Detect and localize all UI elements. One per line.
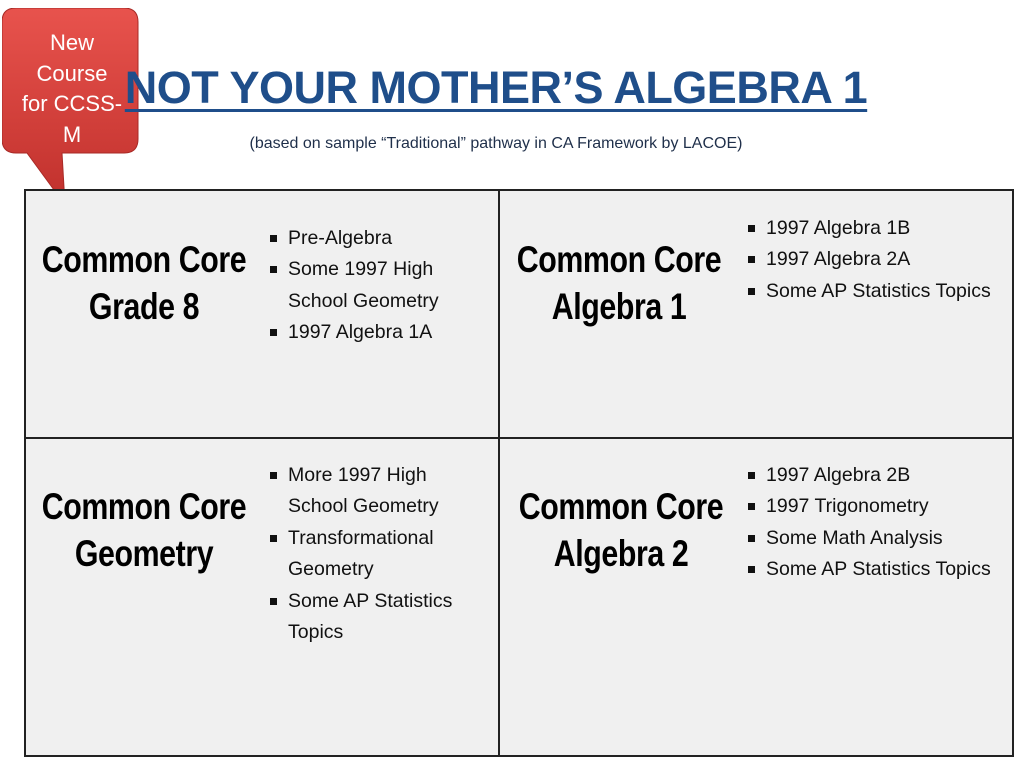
list-item: 1997 Algebra 2B (748, 460, 1008, 491)
page-title (0, 62, 992, 114)
cell-heading-grade8 (42, 236, 247, 330)
bullet-list-geometry (270, 460, 470, 648)
list-item: Some AP Statistics Topics (270, 586, 470, 649)
callout-line: for CCSS- (21, 91, 123, 116)
list-item: 1997 Algebra 2A (748, 244, 1008, 275)
cell-heading-algebra1 (517, 236, 722, 330)
list-item: Some AP Statistics Topics (748, 554, 1008, 585)
grid-divider-horizontal (26, 437, 1012, 439)
list-item: Some 1997 High School Geometry (270, 254, 470, 317)
title-text: NOT YOUR MOTHER’S ALGEBRA 1 (124, 62, 868, 113)
course-grid (24, 189, 1014, 757)
cell-heading-geometry (42, 483, 247, 577)
bullet-list-algebra2 (748, 460, 1008, 586)
callout-line: Course (36, 60, 108, 86)
list-item: Some Math Analysis (748, 523, 1008, 554)
callout-line: M (62, 121, 82, 147)
list-item: 1997 Algebra 1A (270, 317, 470, 348)
list-item: Some AP Statistics Topics (748, 276, 1008, 307)
heading-line: Grade 8 (88, 286, 200, 327)
heading-line: Geometry (74, 533, 214, 574)
bullet-list-algebra1 (748, 213, 1008, 307)
heading-line: Algebra 2 (553, 533, 689, 574)
heading-line: Common Core (41, 486, 247, 527)
list-item: 1997 Trigonometry (748, 491, 1008, 522)
list-item: More 1997 High School Geometry (270, 460, 470, 523)
list-item: Pre-Algebra (270, 223, 470, 254)
list-item: Transformational Geometry (270, 523, 470, 586)
cell-heading-algebra2 (519, 483, 724, 577)
grid-divider-vertical (498, 191, 500, 755)
list-item: 1997 Algebra 1B (748, 213, 1008, 244)
callout-line: New (49, 30, 94, 55)
heading-line: Common Core (518, 486, 724, 527)
bullet-list-grade8 (270, 223, 470, 349)
subtitle: (based on sample “Traditional” pathway in CA Framework by LACOE) (249, 135, 743, 152)
heading-line: Common Core (516, 239, 722, 280)
heading-line: Algebra 1 (551, 286, 687, 327)
heading-line: Common Core (41, 239, 247, 280)
